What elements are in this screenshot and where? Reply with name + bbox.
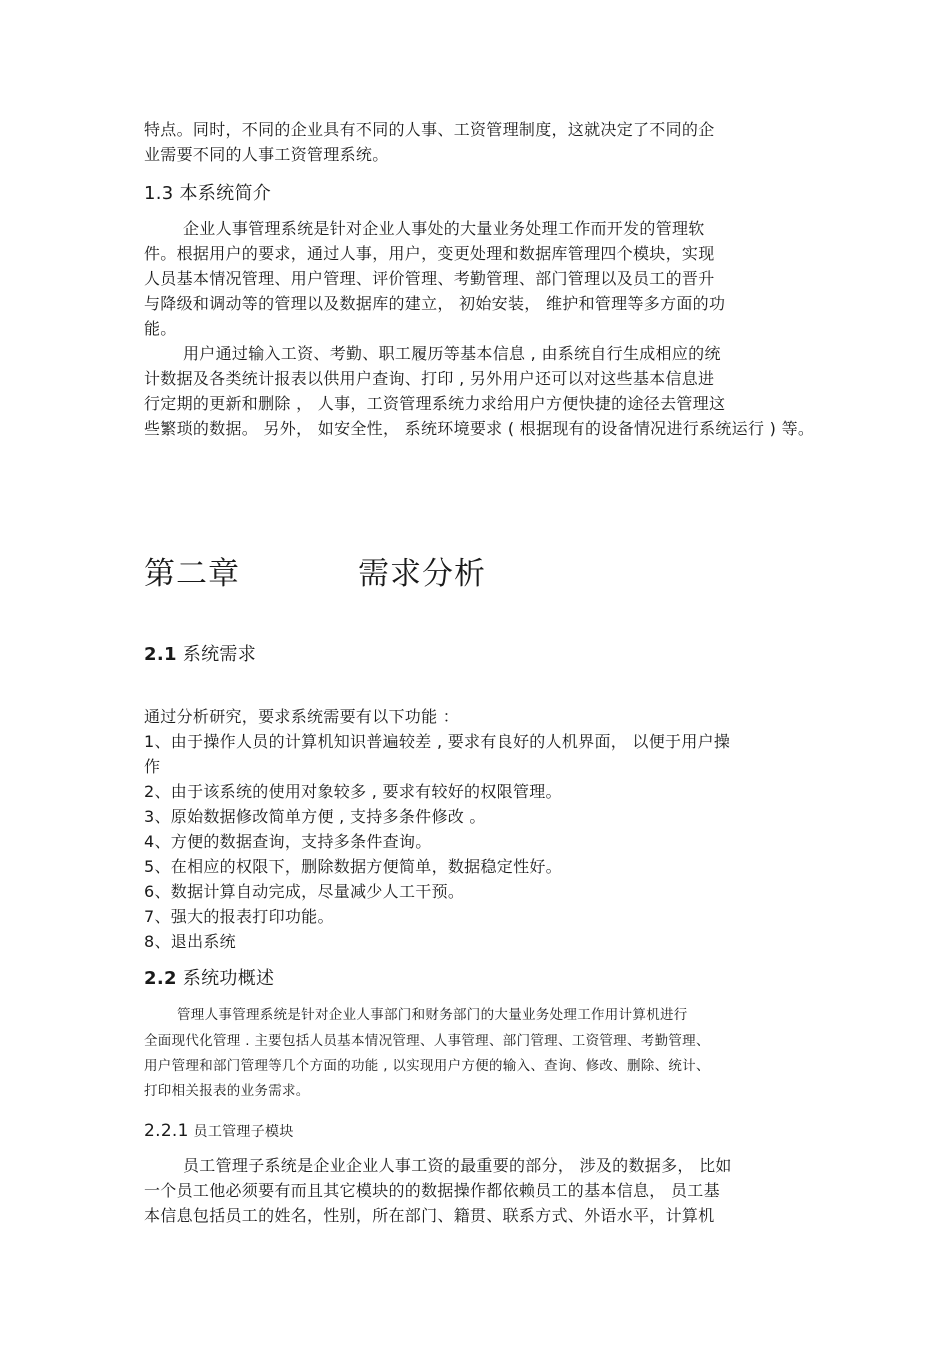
text-line: 通过分析研究，要求系统需要有以下功能 ： (144, 707, 460, 726)
list-item: 2、由于该系统的使用对象较多 , 要求有较好的权限管理。 (144, 782, 562, 801)
text-line: 全面现代化管理 . 主要包括人员基本情况管理、人事管理、部门管理、工资管理、考勤管理、 (144, 1033, 710, 1049)
chapter-number: 第二章 (144, 556, 240, 592)
list-item: 4、方便的数据查询，支持多条件查询。 (144, 832, 432, 851)
section-title: 系统需求 (176, 644, 257, 665)
section-heading-1-3: 1.3 本系统简介 (144, 183, 272, 204)
subsection-heading-2-2-1 (144, 1120, 294, 1143)
section-heading-2-1 (144, 643, 256, 667)
section-number: 2.1 (144, 644, 177, 665)
text-line: 用户管理和部门管理等几个方面的功能 , 以实现用户方便的输入、查询、修改、删除、统计、 (144, 1058, 710, 1074)
text-line: 用户通过输入工资、考勤、职工履历等基本信息 , 由系统自行生成相应的统 (183, 344, 721, 363)
section-number: 2.2 (144, 968, 177, 989)
subsection-title: 员工管理子模块 (188, 1124, 294, 1140)
subsection-number: 2.2.1 (144, 1121, 189, 1141)
text-line: 企业人事管理系统是针对企业人事处的大量业务处理工作而开发的管理软 (183, 219, 705, 238)
list-item: 作 (144, 757, 161, 776)
list-item: 8、退出系统 (144, 932, 236, 951)
chapter-heading (144, 554, 486, 594)
text-line: 一个员工他必须要有而且其它模块的的数据操作都依赖员工的基本信息， 员工基 (144, 1181, 720, 1200)
text-line: 能。 (144, 319, 177, 338)
text-line: 业需要不同的人事工资管理系统。 (144, 145, 389, 164)
text-line: 管理人事管理系统是针对企业人事部门和财务部门的大量业务处理工作用计算机进行 (177, 1007, 688, 1023)
text-line: 员工管理子系统是企业企业人事工资的最重要的部分， 涉及的数据多， 比如 (183, 1156, 732, 1175)
text-line: 计数据及各类统计报表以供用户查询、打印 , 另外用户还可以对这些基本信息进 (144, 369, 715, 388)
section-heading-2-2 (144, 967, 274, 991)
text-line: 特点。同时，不同的企业具有不同的人事、工资管理制度，这就决定了不同的企 (144, 120, 715, 139)
list-item: 7、强大的报表打印功能。 (144, 907, 334, 926)
chapter-title: 需求分析 (358, 556, 486, 592)
list-item: 5、在相应的权限下，删除数据方便简单，数据稳定性好。 (144, 857, 562, 876)
text-line: 行定期的更新和删除 ， 人事，工资管理系统力求给用户方便快捷的途径去管理这 (144, 394, 726, 413)
text-line: 本信息包括员工的姓名，性别，所在部门、籍贯、联系方式、外语水平，计算机 (144, 1206, 715, 1225)
text-line: 打印相关报表的业务需求。 (144, 1083, 310, 1099)
text-line: 些繁琐的数据。 另外， 如安全性， 系统环境要求 ( 根据现有的设备情况进行系统运行 ) 等。 (144, 419, 815, 438)
list-item: 6、数据计算自动完成，尽量减少人工干预。 (144, 882, 465, 901)
section-title: 系统功概述 (176, 968, 275, 989)
list-item: 1、由于操作人员的计算机知识普遍较差 , 要求有良好的人机界面， 以便于用户操 (144, 732, 731, 751)
list-item: 3、原始数据修改简单方便 , 支持多条件修改 。 (144, 807, 486, 826)
text-line: 件。根据用户的要求，通过人事，用户，变更处理和数据库管理四个模块，实现 (144, 244, 715, 263)
text-line: 与降级和调动等的管理以及数据库的建立， 初始安装， 维护和管理等多方面的功 (144, 294, 726, 313)
text-line: 人员基本情况管理、用户管理、评价管理、考勤管理、部门管理以及员工的晋升 (144, 269, 715, 288)
